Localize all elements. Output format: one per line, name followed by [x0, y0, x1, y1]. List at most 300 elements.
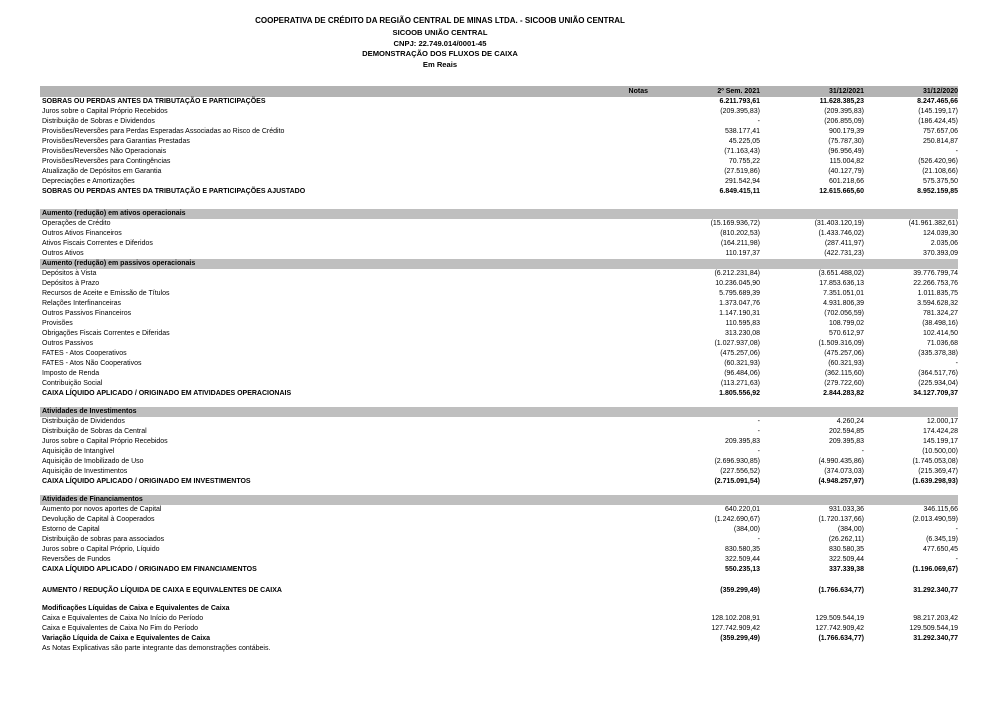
- cell-sem2-2021: (227.556,52): [720, 468, 760, 475]
- cell-31-12-2021: (384,00): [837, 526, 864, 533]
- cell-notas: [558, 614, 648, 624]
- statement-title: DEMONSTRAÇÃO DOS FLUXOS DE CAIXA: [362, 49, 518, 58]
- row-label: CAIXA LÍQUIDO APLICADO / ORIGINADO EM FINANCIAMENTOS: [42, 566, 257, 573]
- table-row: [40, 279, 958, 289]
- cell-notas: [558, 319, 648, 329]
- row-gap: [40, 575, 958, 586]
- table-row: [40, 349, 958, 359]
- row-label: CAIXA LÍQUIDO APLICADO / ORIGINADO EM ATIVIDADES OPERACIONAIS: [42, 390, 292, 397]
- table-row: [40, 97, 958, 107]
- cell-notas: [558, 525, 648, 535]
- cell-31-12-2021: -: [861, 448, 864, 455]
- cell-notas: [558, 427, 648, 437]
- cell-31-12-2021: 337.339,38: [828, 566, 864, 573]
- cell-31-12-2021: 12.615.665,60: [819, 188, 864, 195]
- cell-31-12-2020: 477.650,45: [922, 546, 958, 553]
- company-name: COOPERATIVA DE CRÉDITO DA REGIÃO CENTRAL DE MINAS LTDA. - SICOOB UNIÃO CENTRAL: [255, 16, 625, 25]
- cell-notas: [558, 107, 648, 117]
- row-label: Reversões de Fundos: [42, 556, 111, 563]
- row-label: Aquisição de Investimentos: [42, 468, 128, 475]
- table-row: [40, 269, 958, 279]
- cell-sem2-2021: (60.321,93): [724, 360, 760, 367]
- table-row: [40, 157, 958, 167]
- cell-sem2-2021: (209.395,83): [720, 108, 760, 115]
- table-row: [40, 467, 958, 477]
- cell-notas: [558, 457, 648, 467]
- table-row: [40, 505, 958, 515]
- cell-31-12-2020: 1.011.835,75: [917, 290, 958, 297]
- table-row: [40, 187, 958, 197]
- cell-sem2-2021: 45.225,05: [728, 138, 760, 145]
- row-label: FATES - Atos Cooperativos: [42, 350, 127, 357]
- cell-notas: [558, 417, 648, 427]
- row-label: Depreciações e Amortizações: [42, 178, 135, 185]
- cell-notas: [558, 127, 648, 137]
- cell-notas: [558, 515, 648, 525]
- table-row: [40, 167, 958, 177]
- cell-sem2-2021: (15.169.936,72): [710, 220, 760, 227]
- cell-sem2-2021: -: [757, 118, 760, 125]
- row-label: Provisões/Reversões Não Operacionais: [42, 148, 167, 155]
- cell-31-12-2020: -: [955, 526, 958, 533]
- cell-31-12-2020: -: [955, 556, 958, 563]
- row-gap: [40, 197, 958, 209]
- table-row: [40, 427, 958, 437]
- cell-notas: [558, 249, 648, 259]
- row-label: Contribuição Social: [42, 380, 103, 387]
- cell-notas: [558, 167, 648, 177]
- table-row: [40, 614, 958, 624]
- cell-notas: [558, 369, 648, 379]
- table-row: [40, 457, 958, 467]
- cell-31-12-2020: 370.393,09: [922, 250, 958, 257]
- table-row: [40, 379, 958, 389]
- cell-31-12-2020: 31.292.340,77: [913, 635, 958, 642]
- cell-31-12-2021: (4.990.435,86): [818, 458, 864, 465]
- table-row: [40, 565, 958, 575]
- cell-31-12-2020: 71.036,68: [926, 340, 958, 347]
- cell-31-12-2021: 4.260,24: [836, 418, 864, 425]
- cell-31-12-2021: 127.742.909,42: [815, 625, 864, 632]
- cell-31-12-2020: 12.000,17: [926, 418, 958, 425]
- column-header-sem2-2021: 2º Sem. 2021: [717, 88, 760, 95]
- cell-sem2-2021: 1.373.047,76: [719, 300, 760, 307]
- column-header-notas: Notas: [628, 88, 648, 95]
- cell-sem2-2021: (359.299,49): [720, 635, 760, 642]
- table-row: [40, 239, 958, 249]
- cell-sem2-2021: 127.742.909,42: [711, 625, 760, 632]
- table-row: [40, 586, 958, 596]
- cell-sem2-2021: (113.271,63): [720, 380, 760, 387]
- cell-31-12-2020: (2.013.490,59): [912, 516, 958, 523]
- cell-sem2-2021: 313.230,08: [724, 330, 760, 337]
- row-label: Provisões/Reversões para Contingências: [42, 158, 171, 165]
- column-header-row: [40, 86, 958, 97]
- cell-31-12-2021: (96.956,49): [828, 148, 864, 155]
- cell-notas: [558, 137, 648, 147]
- cell-31-12-2021: (374.073,03): [824, 468, 864, 475]
- cell-31-12-2020: 145.199,17: [922, 438, 958, 445]
- cell-sem2-2021: (96.484,06): [724, 370, 760, 377]
- row-label: Atualização de Depósitos em Garantia: [42, 168, 162, 175]
- table-row: [40, 359, 958, 369]
- cell-31-12-2021: 209.395,83: [828, 438, 864, 445]
- table-row: [40, 535, 958, 545]
- cell-sem2-2021: -: [757, 536, 760, 543]
- cell-notas: [558, 555, 648, 565]
- cell-31-12-2021: (1.766.634,77): [818, 635, 864, 642]
- cell-31-12-2020: 129.509.544,19: [909, 625, 958, 632]
- cell-sem2-2021: (359.299,49): [720, 587, 760, 594]
- table-row: [40, 555, 958, 565]
- cell-sem2-2021: 538.177,41: [724, 128, 760, 135]
- cell-sem2-2021: 110.595,83: [725, 320, 760, 327]
- cell-sem2-2021: 209.395,83: [724, 438, 760, 445]
- table-row: [40, 477, 958, 487]
- cnpj-line: CNPJ: 22.749.014/0001-45: [393, 38, 487, 48]
- row-label: Modificações Líquidas de Caixa e Equivalentes de Caixa: [42, 605, 230, 612]
- cell-31-12-2020: 781.324,27: [922, 310, 958, 317]
- cell-31-12-2020: (225.934,04): [918, 380, 958, 387]
- section-header: Atividades de Financiamentos: [40, 495, 958, 505]
- cell-sem2-2021: (164.211,98): [720, 240, 760, 247]
- section-header: Aumento (redução) em passivos operacionais: [40, 259, 958, 269]
- row-label: Aquisição de Imobilizado de Uso: [42, 458, 144, 465]
- row-label: Obrigações Fiscais Correntes e Diferidas: [42, 330, 170, 337]
- row-label: Outros Ativos: [42, 250, 84, 257]
- row-label: CAIXA LÍQUIDO APLICADO / ORIGINADO EM INVESTIMENTOS: [42, 478, 251, 485]
- cell-31-12-2021: 830.580,35: [828, 546, 864, 553]
- cell-notas: [558, 359, 648, 369]
- cell-31-12-2020: 102.414,50: [922, 330, 958, 337]
- row-label: Distribuição de sobras para associados: [42, 536, 165, 543]
- cell-sem2-2021: 6.211.793,61: [719, 98, 760, 105]
- row-label: Caixa e Equivalentes de Caixa No Início do Período: [42, 615, 204, 622]
- cell-31-12-2021: 115.004,82: [829, 158, 864, 165]
- row-label: SOBRAS OU PERDAS ANTES DA TRIBUTAÇÃO E PARTICIPAÇÕES AJUSTADO: [42, 188, 306, 195]
- cell-notas: [558, 604, 648, 614]
- row-label: AUMENTO / REDUÇÃO LÍQUIDA DE CAIXA E EQUIVALENTES DE CAIXA: [42, 587, 282, 594]
- cell-31-12-2021: 900.179,39: [828, 128, 864, 135]
- cell-31-12-2020: 757.657,06: [922, 128, 958, 135]
- table-row: [40, 437, 958, 447]
- cell-notas: [558, 269, 648, 279]
- cell-sem2-2021: 70.755,22: [728, 158, 760, 165]
- row-gap: [40, 487, 958, 495]
- cell-31-12-2020: 8.952.159,85: [917, 188, 958, 195]
- table-row: [40, 177, 958, 187]
- cell-31-12-2021: (702.056,59): [824, 310, 864, 317]
- cell-sem2-2021: (1.027.937,08): [714, 340, 760, 347]
- table-row: [40, 634, 958, 644]
- table-row: [40, 319, 958, 329]
- cell-notas: [558, 467, 648, 477]
- cell-notas: [558, 624, 648, 634]
- cell-notas: [558, 187, 648, 197]
- cell-31-12-2020: -: [955, 148, 958, 155]
- cell-31-12-2020: (364.517,76): [918, 370, 958, 377]
- row-label: Outros Ativos Financeiros: [42, 230, 122, 237]
- cell-sem2-2021: (27.519,86): [724, 168, 760, 175]
- cell-31-12-2020: (526.420,96): [918, 158, 958, 165]
- table-row: [40, 299, 958, 309]
- cell-notas: [558, 535, 648, 545]
- cell-sem2-2021: 10.236.045,90: [715, 280, 760, 287]
- cell-notas: [558, 157, 648, 167]
- cell-31-12-2020: (10.500,00): [922, 448, 958, 455]
- cell-notas: [558, 339, 648, 349]
- cell-31-12-2020: 250.814,87: [922, 138, 958, 145]
- cell-notas: [558, 117, 648, 127]
- cell-31-12-2021: 601.218,66: [828, 178, 864, 185]
- cell-31-12-2021: (287.411,97): [824, 240, 864, 247]
- cell-31-12-2021: (26.262,11): [828, 536, 864, 543]
- row-label: Provisões/Reversões para Perdas Esperadas Associadas ao Risco de Crédito: [42, 128, 285, 135]
- cell-sem2-2021: (475.257,06): [720, 350, 760, 357]
- currency-note: Em Reais: [422, 59, 458, 69]
- footnote: As Notas Explicativas são parte integrante das demonstrações contábeis.: [42, 645, 271, 652]
- row-label: Estorno de Capital: [42, 526, 100, 533]
- cell-31-12-2021: (3.651.488,02): [818, 270, 864, 277]
- table-row: [40, 127, 958, 137]
- cell-sem2-2021: (71.163,43): [724, 148, 760, 155]
- cell-notas: [558, 299, 648, 309]
- column-header-31-12-2021: 31/12/2021: [828, 88, 864, 95]
- section-header: Aumento (redução) em ativos operacionais: [40, 209, 958, 219]
- cell-31-12-2021: (1.720.137,66): [818, 516, 864, 523]
- cell-sem2-2021: -: [757, 448, 760, 455]
- row-gap: [40, 596, 958, 604]
- cell-sem2-2021: (2.696.930,85): [714, 458, 760, 465]
- table-row: [40, 417, 958, 427]
- cell-31-12-2020: 124.039,30: [922, 230, 958, 237]
- cell-notas: [558, 586, 648, 596]
- cell-31-12-2021: (40.127,79): [828, 168, 864, 175]
- row-label: Provisões/Reversões para Garantias Prestadas: [42, 138, 190, 145]
- cell-31-12-2021: 17.853.636,13: [819, 280, 864, 287]
- cell-sem2-2021: -: [757, 418, 760, 425]
- cell-notas: [558, 447, 648, 457]
- table-row: [40, 229, 958, 239]
- cell-notas: [558, 379, 648, 389]
- cash-flow-table: [40, 86, 958, 654]
- cell-31-12-2020: 174.424,28: [922, 428, 958, 435]
- cell-sem2-2021: 1.147.190,31: [719, 310, 760, 317]
- table-row: [40, 117, 958, 127]
- cell-31-12-2020: (1.196.069,67): [912, 566, 958, 573]
- cell-sem2-2021: 110.197,37: [725, 250, 760, 257]
- row-gap: [40, 399, 958, 407]
- cell-31-12-2021: [760, 604, 864, 614]
- cell-sem2-2021: (1.242.690,67): [714, 516, 760, 523]
- table-row: [40, 545, 958, 555]
- row-label: Aquisição de Intangível: [42, 448, 115, 455]
- cell-notas: [558, 97, 648, 107]
- row-label: Outros Passivos Financeiros: [42, 310, 132, 317]
- table-row: [40, 107, 958, 117]
- cell-31-12-2020: 8.247.465,66: [917, 98, 958, 105]
- cell-sem2-2021: -: [757, 428, 760, 435]
- entity-name: SICOOB UNIÃO CENTRAL: [392, 28, 488, 37]
- cell-31-12-2020: 31.292.340,77: [913, 587, 958, 594]
- cell-31-12-2021: 11.628.385,23: [819, 98, 864, 105]
- cell-notas: [558, 329, 648, 339]
- cell-sem2-2021: 550.235,13: [724, 566, 760, 573]
- cell-31-12-2021: 322.509,44: [828, 556, 864, 563]
- row-label: Depósitos à Prazo: [42, 280, 100, 287]
- cell-31-12-2020: -: [955, 360, 958, 367]
- cell-31-12-2020: 575.375,50: [922, 178, 958, 185]
- table-row: [40, 447, 958, 457]
- table-row: [40, 624, 958, 634]
- cell-notas: [558, 505, 648, 515]
- cell-notas: [558, 565, 648, 575]
- row-label: Distribuição de Dividendos: [42, 418, 125, 425]
- cell-31-12-2021: 202.594,85: [828, 428, 864, 435]
- row-label: Recursos de Aceite e Emissão de Títulos: [42, 290, 170, 297]
- cell-31-12-2021: 7.351.051,01: [823, 290, 864, 297]
- table-row: [40, 289, 958, 299]
- table-row: [40, 219, 958, 229]
- cell-notas: [558, 279, 648, 289]
- cell-sem2-2021: 322.509,44: [724, 556, 760, 563]
- cell-31-12-2020: (41.961.382,61): [908, 220, 958, 227]
- table-row: [40, 309, 958, 319]
- row-label: Distribuição de Sobras da Central: [42, 428, 147, 435]
- cell-notas: [558, 389, 648, 399]
- cell-31-12-2021: (1.433.746,02): [818, 230, 864, 237]
- table-row: [40, 369, 958, 379]
- cell-31-12-2021: 4.931.806,39: [823, 300, 864, 307]
- table-body: [40, 97, 958, 654]
- cell-31-12-2021: (1.509.316,09): [818, 340, 864, 347]
- cell-sem2-2021: 5.795.689,39: [719, 290, 760, 297]
- cell-sem2-2021: [648, 604, 760, 614]
- cell-sem2-2021: 291.542,94: [724, 178, 760, 185]
- cell-31-12-2021: (206.855,09): [824, 118, 864, 125]
- cell-31-12-2020: (6.345,19): [926, 536, 958, 543]
- cell-sem2-2021: 640.220,01: [724, 506, 760, 513]
- cell-notas: [558, 147, 648, 157]
- row-label: Operações de Crédito: [42, 220, 111, 227]
- row-label: Relações Interfinanceiras: [42, 300, 121, 307]
- cell-31-12-2021: 931.033,36: [828, 506, 864, 513]
- column-header-31-12-2020: 31/12/2020: [922, 88, 958, 95]
- cell-31-12-2020: 34.127.709,37: [913, 390, 958, 397]
- table-row: [40, 329, 958, 339]
- cell-31-12-2020: (1.745.053,08): [912, 458, 958, 465]
- cell-31-12-2021: (75.787,30): [828, 138, 864, 145]
- cell-notas: [558, 219, 648, 229]
- column-header-spacer: [40, 86, 558, 97]
- table-row: [40, 389, 958, 399]
- cell-sem2-2021: 830.580,35: [724, 546, 760, 553]
- cell-31-12-2021: (475.257,06): [824, 350, 864, 357]
- cell-31-12-2021: (31.403.120,19): [814, 220, 864, 227]
- table-row: [40, 137, 958, 147]
- row-label: FATES - Atos Não Cooperativos: [42, 360, 142, 367]
- cell-31-12-2021: (422.731,23): [824, 250, 864, 257]
- cell-notas: [558, 309, 648, 319]
- row-label: Depósitos à Vista: [42, 270, 97, 277]
- row-label: Variação Líquida de Caixa e Equivalentes de Caixa: [42, 635, 211, 642]
- cell-31-12-2021: 2.844.283,82: [823, 390, 864, 397]
- cell-notas: [558, 239, 648, 249]
- row-label: Devolução de Capital à Cooperados: [42, 516, 155, 523]
- cell-31-12-2020: 98.217.203,42: [913, 615, 958, 622]
- document-header: [0, 15, 880, 70]
- cell-sem2-2021: 6.849.415,11: [719, 188, 760, 195]
- row-label: Provisões: [42, 320, 73, 327]
- table-row: [40, 525, 958, 535]
- cell-31-12-2021: 570.612,97: [828, 330, 864, 337]
- cell-31-12-2020: (38.498,16): [922, 320, 958, 327]
- cell-31-12-2020: (145.199,17): [918, 108, 958, 115]
- cell-31-12-2020: 3.594.628,32: [917, 300, 958, 307]
- cell-sem2-2021: 1.805.556,92: [719, 390, 760, 397]
- cell-31-12-2020: [864, 604, 958, 614]
- cell-31-12-2020: 39.776.799,74: [913, 270, 958, 277]
- cell-31-12-2020: (215.369,47): [918, 468, 958, 475]
- cell-notas: [558, 634, 648, 644]
- row-label: Imposto de Renda: [42, 370, 100, 377]
- cell-notas: [558, 437, 648, 447]
- table-row: [40, 604, 958, 614]
- row-label: Caixa e Equivalentes de Caixa No Fim do Período: [42, 625, 199, 632]
- cell-31-12-2021: (1.766.634,77): [818, 587, 864, 594]
- cell-31-12-2020: (186.424,45): [918, 118, 958, 125]
- row-label: Distribuição de Sobras e Dividendos: [42, 118, 155, 125]
- row-label: Juros sobre o Capital Próprio, Líquido: [42, 546, 160, 553]
- cell-31-12-2020: 346.115,66: [923, 506, 958, 513]
- row-label: Juros sobre o Capital Próprio Recebidos: [42, 438, 168, 445]
- row-label: SOBRAS OU PERDAS ANTES DA TRIBUTAÇÃO E PARTICIPAÇÕES: [42, 98, 266, 105]
- cell-31-12-2020: (21.108,66): [922, 168, 958, 175]
- cell-31-12-2021: (209.395,83): [824, 108, 864, 115]
- table-row: [40, 249, 958, 259]
- table-row: [40, 515, 958, 525]
- cell-31-12-2020: (335.378,38): [918, 350, 958, 357]
- table-row: [40, 147, 958, 157]
- cell-sem2-2021: (6.212.231,84): [714, 270, 760, 277]
- cell-notas: [558, 177, 648, 187]
- cell-sem2-2021: 128.102.208,91: [711, 615, 760, 622]
- row-label: Aumento por novos aportes de Capital: [42, 506, 162, 513]
- cell-31-12-2021: 108.799,02: [828, 320, 864, 327]
- cell-31-12-2020: 2.035,06: [930, 240, 958, 247]
- cell-sem2-2021: (2.715.091,54): [714, 478, 760, 485]
- cell-31-12-2020: 22.266.753,76: [913, 280, 958, 287]
- cell-notas: [558, 545, 648, 555]
- row-label: Outros Passivos: [42, 340, 93, 347]
- cell-31-12-2021: 129.509.544,19: [815, 615, 864, 622]
- cell-31-12-2021: (362.115,60): [824, 370, 864, 377]
- cell-sem2-2021: (384,00): [733, 526, 760, 533]
- cell-31-12-2020: (1.639.298,93): [912, 478, 958, 485]
- cell-sem2-2021: (810.202,53): [720, 230, 760, 237]
- cell-notas: [558, 477, 648, 487]
- cell-notas: [558, 349, 648, 359]
- cell-31-12-2021: (279.722,60): [824, 380, 864, 387]
- cell-31-12-2021: (60.321,93): [828, 360, 864, 367]
- row-label: Juros sobre o Capital Próprio Recebidos: [42, 108, 168, 115]
- cell-31-12-2021: (4.948.257,97): [818, 478, 864, 485]
- cell-notas: [558, 229, 648, 239]
- section-header: Atividades de Investimentos: [40, 407, 958, 417]
- cell-notas: [558, 289, 648, 299]
- row-label: Ativos Fiscais Correntes e Diferidos: [42, 240, 153, 247]
- table-row: [40, 339, 958, 349]
